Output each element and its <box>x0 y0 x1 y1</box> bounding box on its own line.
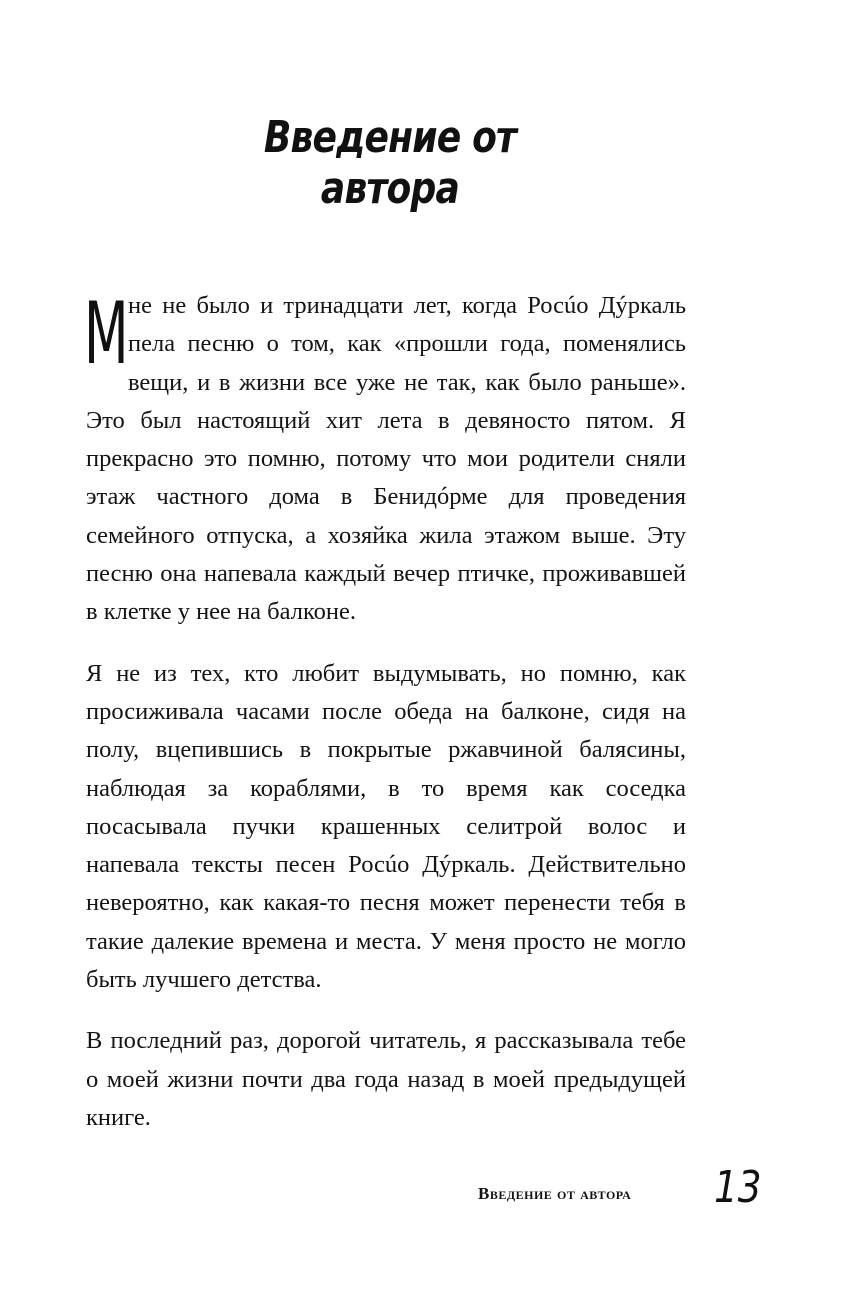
body-text <box>84 284 686 1160</box>
dropcap: М <box>84 284 129 384</box>
chapter-title: Введение от автора <box>263 112 517 214</box>
paragraph-2: Я не из тех, кто любит выдумывать, но помню, как просиживала часами после обеда на балконе, сидя на полу, вцепившись в покрытые ржавчиной балясины, наблюдая за кораблями, в то время как соседка посасывала пучки крашенных селитрой волос и напевала тексты песен Росúо Дýркаль. Действительно невероятно, как какая-то песня может перенести тебя в такие далекие времена и места. У меня просто не могло быть лучшего детства. <box>86 659 686 994</box>
paragraph-3: В последний раз, дорогой читатель, я рассказывала тебе о моей жизни почти два года назад в моей предыдущей книге. <box>86 1027 686 1131</box>
page-number: 13 <box>714 1162 762 1213</box>
paragraph-1 <box>84 284 686 632</box>
running-title: Введение от автора <box>478 1184 632 1203</box>
paragraph-1-text: не не было и тринадцати лет, когда Росúо Дýркаль пела песню о том, как «прошли года, поменялись вещи, и в жизни все уже не так, как было раньше». Это был настоящий хит лета в девяносто пятом. Я прекрасно это помню, потому что мои родители сняли этаж частного дома в Бенидóрме для проведения семейного отпуска, а хозяйка жила этажом выше. Эту песню она напевала каждый вечер птичке, проживавшей в клетке у нее на балконе. <box>86 292 686 626</box>
